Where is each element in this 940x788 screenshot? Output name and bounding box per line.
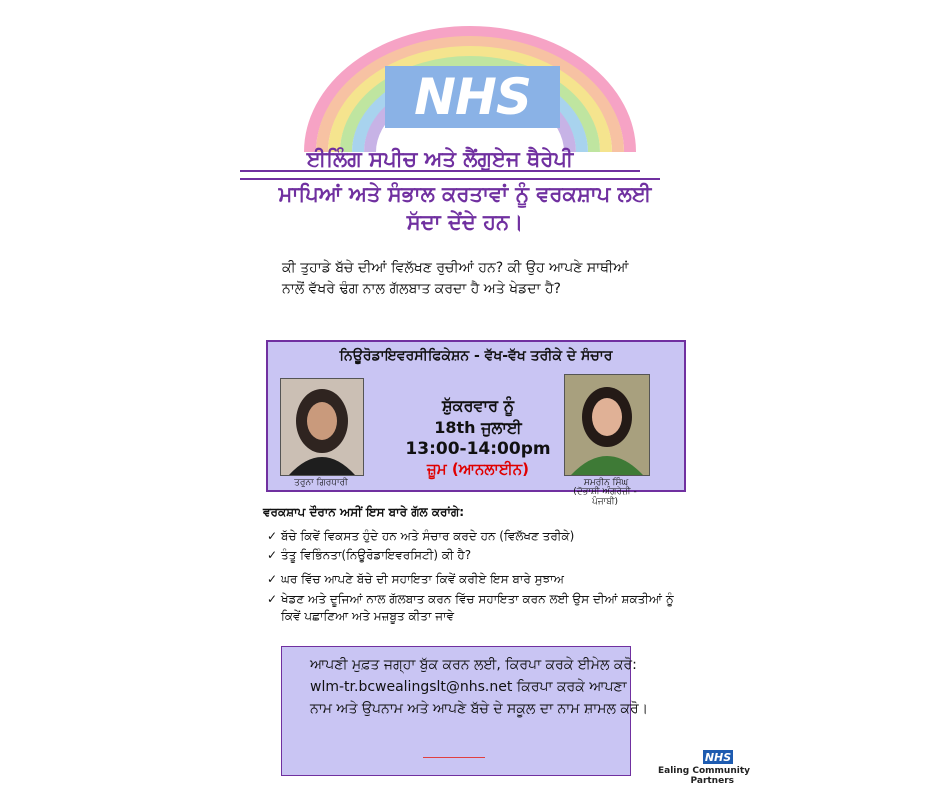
event-details-box (266, 340, 686, 492)
checkmark-icon: ✓ (267, 592, 278, 606)
nhs-logo-text: NHS (414, 68, 531, 126)
topic-item (267, 591, 674, 608)
footer-nhs-text: NHS (704, 750, 732, 764)
presenter-photo-right (564, 374, 650, 476)
footer-org-line-2: Partners (690, 776, 734, 786)
presenter-role-right-1: (ਦੋਭਾਸ਼ੀ ਅੰਗਰੇਜ਼ੀ - (573, 487, 637, 497)
presenter-name-right: ਸਮਰੀਨ ਸਿੰਘ (583, 478, 629, 488)
checkmark-icon: ✓ (267, 572, 278, 586)
topic-text: ਤੰਤੂ ਵਿਭਿੰਨਤਾ(ਨਿਊਰੋਡਾਇਵਰਸਿਟੀ) ਕੀ ਹੈ? (281, 548, 472, 562)
nhs-logo (385, 66, 560, 128)
booking-email-line[interactable]: wlm-tr.bcwealingslt@nhs.net ਕਿਰਪਾ ਕਰਕੇ ਆਪਣਾ (310, 679, 627, 695)
event-heading: ਨਿਊਰੋਡਾਇਵਰਸੀਫਿਕੇਸ਼ਨ - ਵੱਖ-ਵੱਖ ਤਰੀਕੇ ਦੇ ਸੰਚਾਰ (339, 348, 613, 364)
intro-line-1: ਕੀ ਤੁਹਾਡੇ ਬੱਚੇ ਦੀਆਂ ਵਿਲੱਖਣ ਰੁਚੀਆਂ ਹਨ? ਕੀ ਉਹ ਆਪਣੇ ਸਾਥੀਆਂ (282, 260, 629, 276)
presenter-role-right-2: ਪੰਜਾਬੀ) (591, 497, 619, 507)
topics-heading: ਵਰਕਸ਼ਾਪ ਦੌਰਾਨ ਅਸੀਂ ਇਸ ਬਾਰੇ ਗੱਲ ਕਰਾਂਗੇ: (263, 505, 465, 519)
booking-line-3: ਨਾਮ ਅਤੇ ਉਪਨਾਮ ਅਤੇ ਆਪਣੇ ਬੱਚੇ ਦੇ ਸਕੂਲ ਦਾ ਨਾਮ ਸ਼ਾਮਲ ਕਰੋ। (310, 701, 649, 717)
intro-line-2: ਨਾਲੋਂ ਵੱਖਰੇ ਢੰਗ ਨਾਲ ਗੱਲਬਾਤ ਕਰਦਾ ਹੈ ਅਤੇ ਖੇਡਦਾ ਹੈ? (282, 281, 561, 297)
topic-item (267, 528, 574, 545)
title-line-1: ਈਲਿੰਗ ਸਪੀਚ ਅਤੇ ਲੈਂਗੁਏਜ ਥੈਰੇਪੀ (306, 147, 574, 171)
title-line-3: ਸੱਦਾ ਦੇਂਦੇ ਹਨ। (406, 210, 524, 234)
title-rule-middle (240, 178, 660, 180)
footer-nhs-logo (703, 750, 733, 764)
presenter-photo-left (280, 378, 364, 476)
presenter-name-left: ਤਰੁਨਾ ਗਿਰਧਾਰੀ (294, 478, 348, 488)
event-platform: ਜ਼ੂਮ (ਆਨਲਾਈਨ) (426, 460, 529, 478)
topic-text: ਘਰ ਵਿੱਚ ਆਪਣੇ ਬੱਚੇ ਦੀ ਸਹਾਇਤਾ ਕਿਵੇਂ ਕਰੀਏ ਇਸ ਬਾਰੇ ਸੁਝਾਅ (281, 572, 564, 586)
topic-item (267, 571, 564, 588)
footer-org-line-1: Ealing Community (658, 766, 750, 776)
topic-text: ਖੇਡਣ ਅਤੇ ਦੂਜਿਆਂ ਨਾਲ ਗੱਲਬਾਤ ਕਰਨ ਵਿੱਚ ਸਹਾਇਤਾ ਕਰਨ ਲਈ ਉਸ ਦੀਆਂ ਸ਼ਕਤੀਆਂ ਨੂੰ (281, 592, 674, 606)
event-day: ਸ਼ੁੱਕਰਵਾਰ ਨੂੰ (442, 396, 514, 415)
topic-text: ਬੱਚੇ ਕਿਵੇਂ ਵਿਕਸਤ ਹੁੰਦੇ ਹਨ ਅਤੇ ਸੰਚਾਰ ਕਰਦੇ ਹਨ (ਵਿਲੱਖਣ ਤਰੀਕੇ) (281, 529, 575, 543)
event-time: 13:00-14:00pm (405, 439, 551, 459)
topic-item-continued: ਕਿਵੇਂ ਪਛਾਣਿਆ ਅਤੇ ਮਜ਼ਬੂਤ ਕੀਤਾ ਜਾਵੇ (281, 609, 454, 623)
event-date: 18th ਜੁਲਾਈ (434, 418, 522, 437)
checkmark-icon: ✓ (267, 529, 278, 543)
booking-line-1: ਆਪਣੀ ਮੁਫ਼ਤ ਜਗ੍ਹਾ ਬੁੱਕ ਕਰਨ ਲਈ, ਕਿਰਪਾ ਕਰਕੇ ਈਮੇਲ ਕਰੋ: (310, 657, 637, 673)
red-divider (423, 757, 485, 758)
title-line-2: ਮਾਪਿਆਂ ਅਤੇ ਸੰਭਾਲ ਕਰਤਾਵਾਂ ਨੂੰ ਵਰਕਸ਼ਾਪ ਲਈ (278, 182, 652, 206)
checkmark-icon: ✓ (267, 548, 278, 562)
topic-item (267, 547, 471, 564)
booking-box (281, 646, 649, 776)
